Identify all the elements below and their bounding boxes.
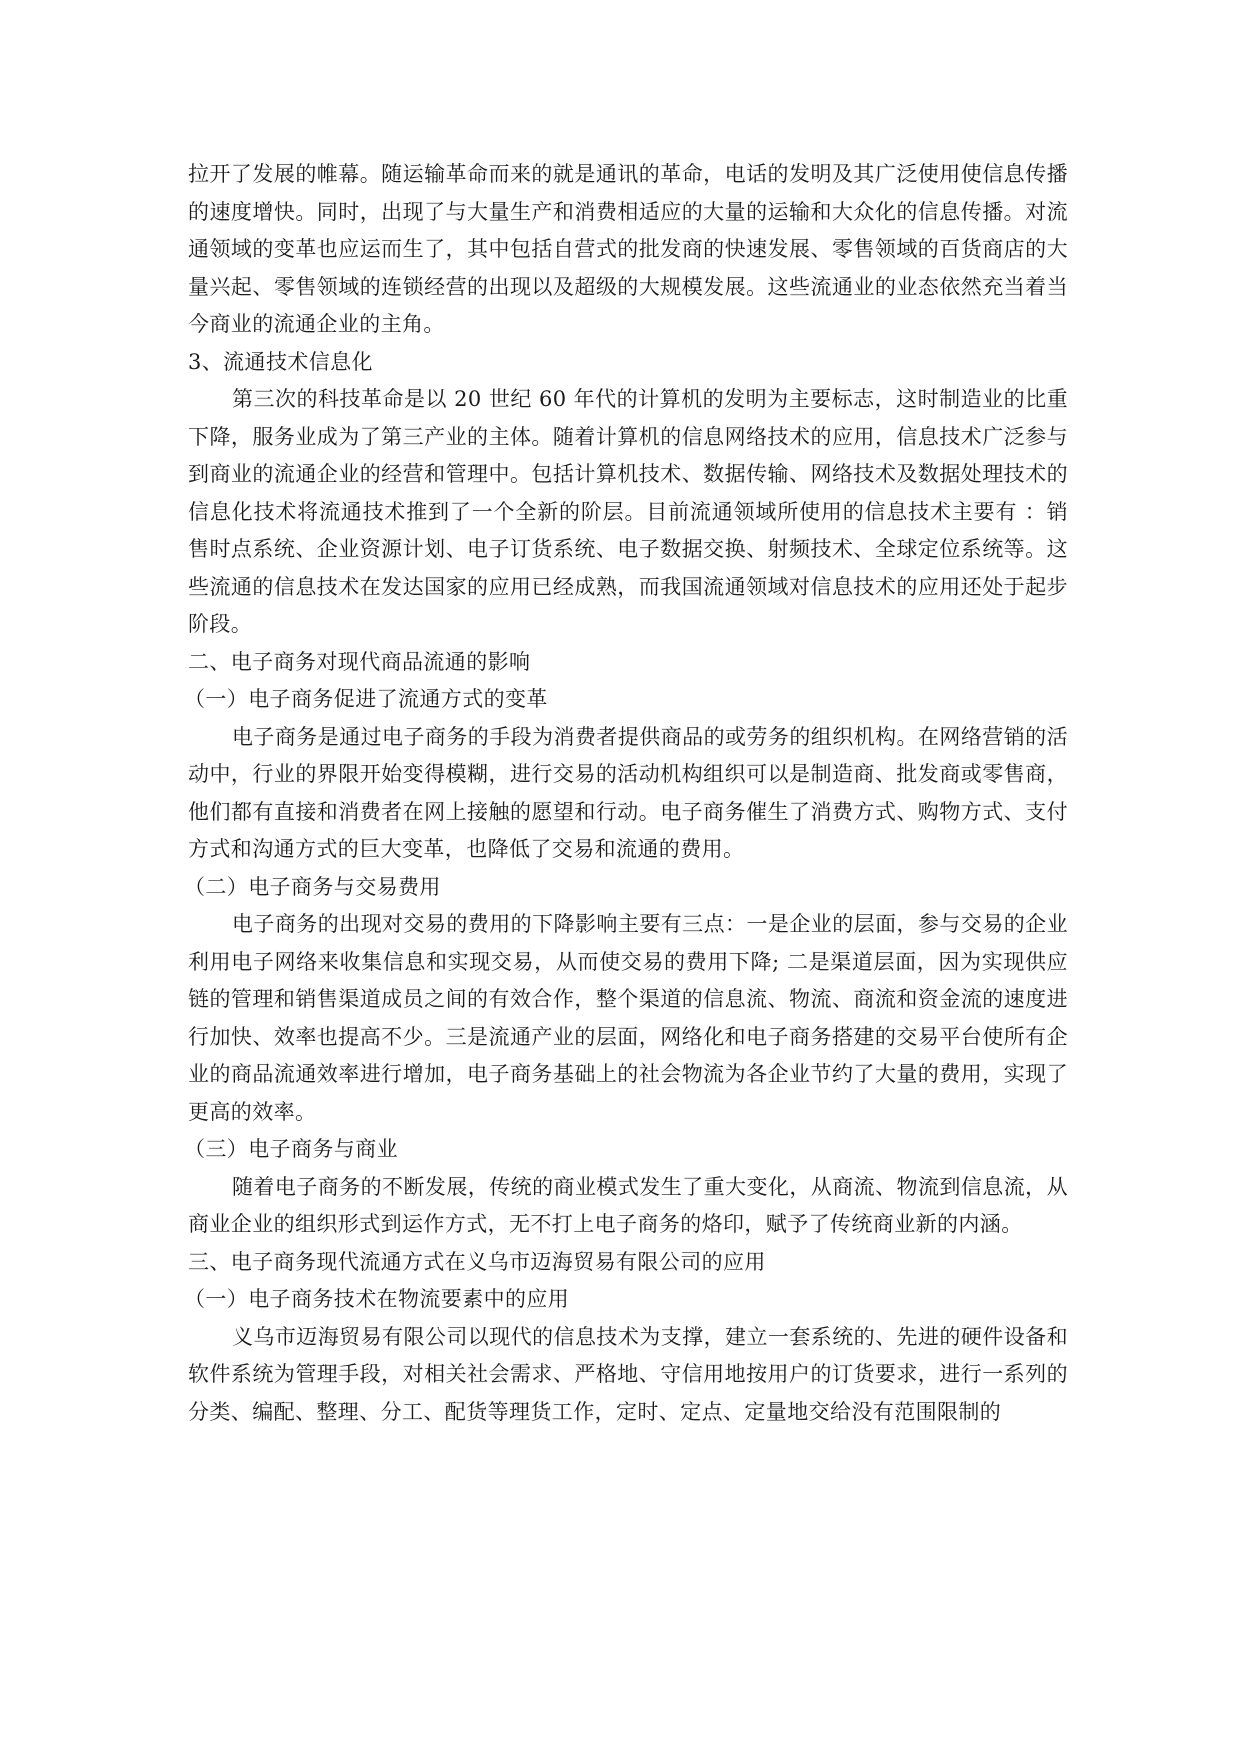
subsection-heading-2-1: （一）电子商务促进了流通方式的变革 [184, 687, 548, 711]
document-body [184, 156, 1068, 1431]
subsection-heading-2-2: （二）电子商务与交易费用 [184, 874, 441, 899]
section-heading-2: 二、电子商务对现代商品流通的影响 [188, 649, 531, 674]
paragraph-company-application: 义乌市迈海贸易有限公司以现代的信息技术为支撑，建立一套系统的、先进的硬件设备和软件系统为管理手段，对相关社会需求、严格地、守信用地按用户的订货要求，进行一系列的分类、编配、整理、分工、配货等理货工作，定时、定点、定量地交给没有范围限制的 [188, 1324, 1068, 1424]
subsection-heading-3-1: （一）电子商务技术在物流要素中的应用 [184, 1287, 570, 1311]
paragraph-ecommerce-change: 电子商务是通过电子商务的手段为消费者提供商品的或劳务的组织机构。在网络营销的活动中，行业的界限开始变得模糊，进行交易的活动机构组织可以是制造商、批发商或零售商，他们都有直接和消费者在网上接触的愿望和行动。电子商务催生了消费方式、购物方式、支付方式和沟通方式的巨大变革，也降低了交易和流通的费用。 [188, 724, 1068, 861]
paragraph-transaction-costs: 电子商务的出现对交易的费用的下降影响主要有三点：一是企业的层面，参与交易的企业利用电子网络来收集信息和实现交易，从而使交易的费用下降; 二是渠道层面，因为实现供应链的管理和销售渠道成员之间的有效合作，整个渠道的信息流、物流、商流和资金流的速度进行加快、效率也提高不少。三是流通产业的层面，网络化和电子商务搭建的交易平台使所有企业的商品流通效率进行增加，电子商务基础上的社会物流为各企业节约了大量的费用，实现了更高的效率。 [188, 912, 1068, 1124]
paragraph-intro-continuation: 拉开了发展的帷幕。随运输革命而来的就是通讯的革命，电话的发明及其广泛使用使信息传播的速度增快。同时，出现了与大量生产和消费相适应的大量的运输和大众化的信息传播。对流通领域的变革也应运而生了，其中包括自营式的批发商的快速发展、零售领域的百货商店的大量兴起、零售领域的连锁经营的出现以及超级的大规模发展。这些流通业的业态依然充当着当今商业的流通企业的主角。 [188, 162, 1068, 336]
section-heading-3-application: 三、电子商务现代流通方式在义乌市迈海贸易有限公司的应用 [188, 1249, 766, 1274]
paragraph-ecommerce-commerce: 随着电子商务的不断发展，传统的商业模式发生了重大变化，从商流、物流到信息流，从商业企业的组织形式到运作方式，无不打上电子商务的烙印，赋予了传统商业新的内涵。 [188, 1174, 1068, 1236]
subsection-heading-2-3: （三）电子商务与商业 [184, 1137, 398, 1161]
section-heading-3: 3、流通技术信息化 [188, 349, 373, 374]
paragraph-info-tech: 第三次的科技革命是以 20 世纪 60 年代的计算机的发明为主要标志，这时制造业的比重下降，服务业成为了第三产业的主体。随着计算机的信息网络技术的应用，信息技术广泛参与到商业的流通企业的经营和管理中。包括计算机技术、数据传输、网络技术及数据处理技术的信息化技术将流通技术推到了一个全新的阶层。目前流通领域所使用的信息技术主要有 ：销售时点系统、企业资源计划、电子订货系统、电子数据交换、射频技术、全球定位系统等。这些流通的信息技术在发达国家的应用已经成熟，而我国流通领域对信息技术的应用还处于起步阶段。 [188, 387, 1068, 636]
